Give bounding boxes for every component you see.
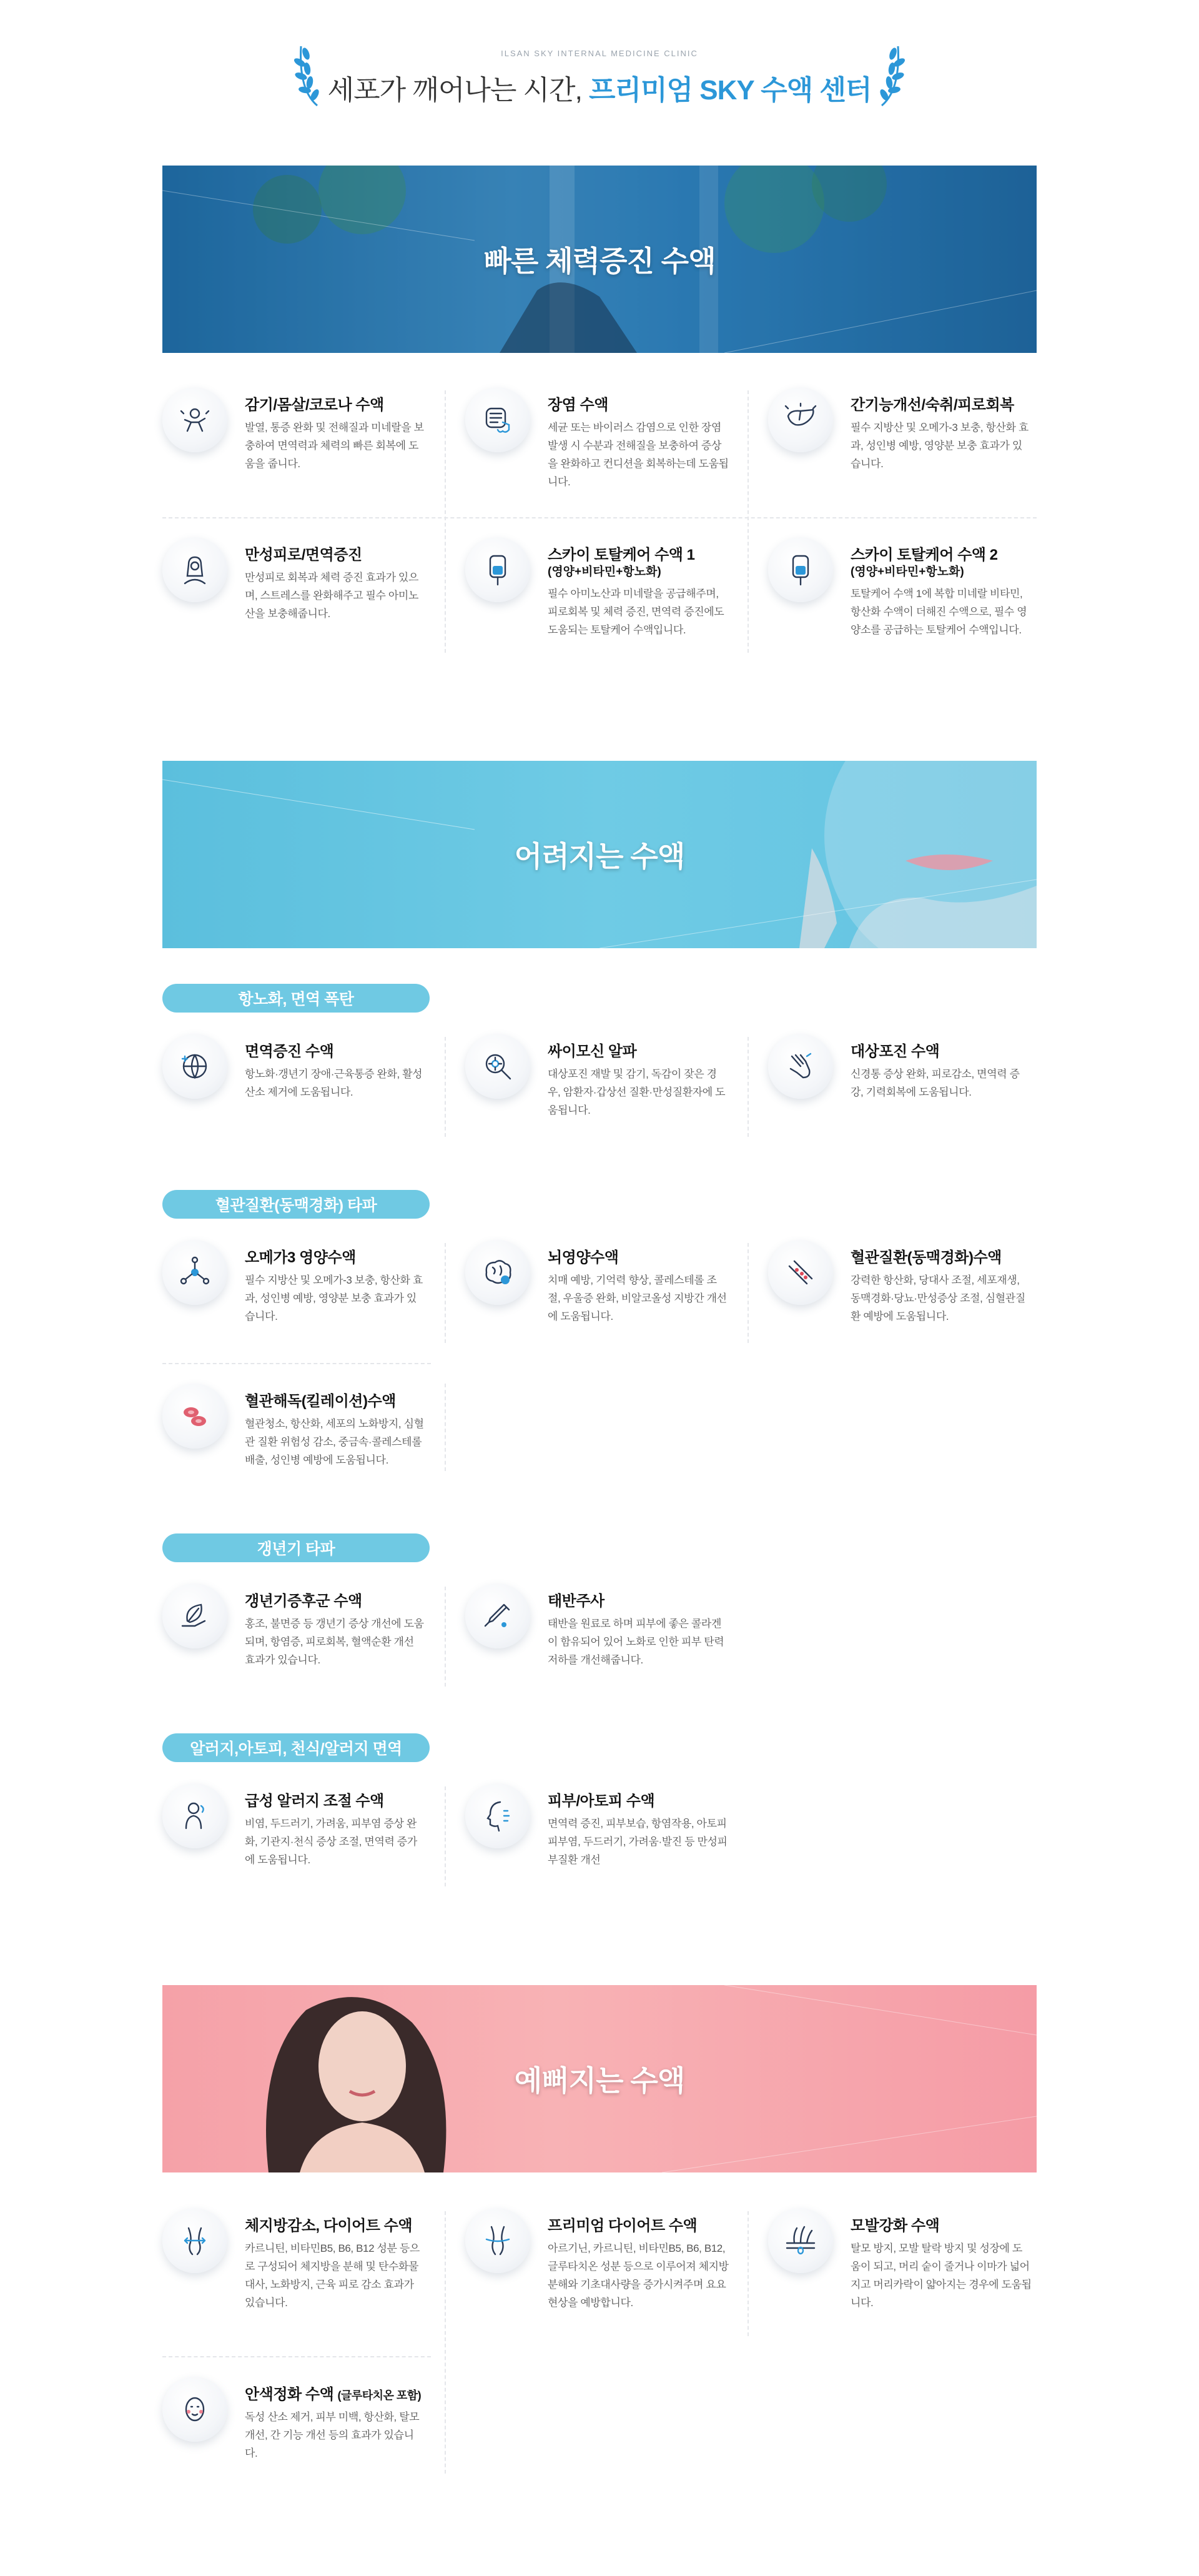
- brain-icon: [465, 1240, 530, 1305]
- divider: [748, 2211, 749, 2336]
- divider: [445, 1587, 446, 1687]
- item-title: 태반주사: [548, 1593, 604, 1610]
- item-description: 세균 또는 바이러스 감염으로 인한 장염 발생 시 수분과 전해질을 보충하여 증상을 완화하고 컨디션을 회복하는데 도움됩니다.: [548, 422, 729, 488]
- item-title: 오메가3 영양수액: [245, 1249, 356, 1266]
- item-description: 독성 산소 제거, 피부 미백, 항산화, 탈모 개선, 간 기능 개선 등의 효과가 있습니다.: [245, 2411, 420, 2459]
- item-description: 강력한 항산화, 당대사 조절, 세포재생, 동맥경화·당뇨·만성증상 조절, 심혈관질환 예방에 도움됩니다.: [851, 1274, 1025, 1322]
- item-title: 뇌영양수액: [548, 1249, 619, 1266]
- item-title: 모발강화 수액: [851, 2217, 940, 2234]
- banner-fast-recovery: [162, 166, 1037, 353]
- category-pill: 혈관질환(동맥경화) 타파: [162, 1190, 430, 1219]
- divider: [445, 1786, 446, 1886]
- item-title: [245, 2382, 432, 2404]
- banner-younger: [162, 761, 1037, 948]
- item-description: 탈모 방지, 모발 탈락 방지 및 성장에 도움이 되고, 머리 숱이 줄거나 이마가 넓어지고 머리카락이 얇아지는 경우에 도움됩니다.: [851, 2242, 1032, 2309]
- face-profile-icon: [465, 1783, 530, 1848]
- item-description: 면역력 증진, 피부보습, 항염작용, 아토피 피부염, 두드러기, 가려움·발진 등 만성피부질환 개선: [548, 1818, 728, 1866]
- divider: [162, 2356, 431, 2357]
- category-pill: 항노화, 면역 폭탄: [162, 984, 430, 1013]
- divider: [445, 1243, 446, 1343]
- banner-prettier: [162, 1985, 1037, 2172]
- item-title: 대상포진 수액: [851, 1043, 940, 1060]
- iv-bag-icon: [768, 537, 833, 602]
- body-measure-icon: [465, 2208, 530, 2273]
- header-subtitle: ILSAN SKY INTERNAL MEDICINE CLINIC: [501, 49, 698, 58]
- item-description: 항노화·갱년기 장애·근육통증 완화, 활성산소 제거에 도움됩니다.: [245, 1068, 423, 1098]
- banner-title: 예뻐지는 수액: [514, 2064, 685, 2097]
- molecule-icon: [162, 1240, 227, 1305]
- item-title: 혈관해독(킬레이션)수액: [245, 1393, 396, 1410]
- item-description: 홍조, 불면증 등 갱년기 증상 개선에 도움되며, 항염증, 피로회복, 혈액순환 개선 효과가 있습니다.: [245, 1618, 424, 1666]
- item-title: 싸이모신 알파: [548, 1043, 637, 1060]
- item-description: 신경통 증상 완화, 피로감소, 면역력 증강, 기력회복에 도움됩니다.: [851, 1068, 1020, 1098]
- item-title: 피부/아토피 수액: [548, 1793, 655, 1810]
- item-description: 만성피로 회복과 체력 증진 효과가 있으며, 스트레스를 완화해주고 필수 아미노산을 보충해줍니다.: [245, 572, 418, 620]
- intestine-shield-icon: [465, 387, 530, 452]
- item-title-suffix: (글루타치온 포함): [337, 2389, 422, 2402]
- divider: [748, 1037, 749, 1137]
- item-description: 혈관청소, 항산화, 세포의 노화방지, 심혈관 질환 위험성 감소, 중금속·콜레스테롤 배출, 성인병 예방에 도움됩니다.: [245, 1418, 424, 1466]
- laurel-right-icon: [873, 40, 907, 109]
- item-description: 카르니틴, 비타민B5, B6, B12 성분 등으로 구성되어 체지방을 분해 및 탄수화물 대사, 노화방지, 근육 피로 감소 효과가 있습니다.: [245, 2242, 420, 2309]
- item-description: 필수 지방산 및 오메가-3 보충, 항산화 효과, 성인병 예방, 영양분 보충 효과가 있습니다.: [245, 1274, 423, 1322]
- item-description: 필수 지방산 및 오메가-3 보충, 항산화 효과, 성인병 예방, 영양분 보충 효과가 있습니다.: [851, 422, 1029, 470]
- divider: [162, 1363, 431, 1364]
- divider: [445, 1037, 446, 1137]
- item-title: 급성 알러지 조절 수액: [245, 1793, 384, 1810]
- syringe-icon: [465, 1583, 530, 1648]
- item-title: 감기/몸살/코로나 수액: [245, 397, 384, 414]
- tired-person-icon: [162, 537, 227, 602]
- item-title: 면역증진 수액: [245, 1043, 334, 1060]
- blood-cells-icon: [162, 1384, 227, 1449]
- title-plain: 세포가 깨어나는 시간,: [327, 75, 582, 106]
- banner-title: 빠른 체력증진 수액: [483, 245, 716, 277]
- item-description: 필수 아미노산과 미네랄을 공급해주며, 피로회복 및 체력 증진, 면역력 증진에도 도움되는 토탈케어 수액입니다.: [548, 588, 724, 636]
- iv-bag-icon: [465, 537, 530, 602]
- item-description: 비염, 두드러기, 가려움, 피부염 증상 완화, 기관지·천식 증상 조절, 면역력 증가에 도움됩니다.: [245, 1818, 417, 1866]
- item-description: 태반을 원료로 하며 피부에 좋은 콜라겐이 함유되어 있어 노화로 인한 피부 탄력 저하를 개선해줍니다.: [548, 1618, 724, 1666]
- allergy-person-icon: [162, 1783, 227, 1848]
- item-description: 토탈케어 수액 1에 복합 미네랄 비타민, 항산화 수액이 더해진 수액으로, 필수 영양소를 공급하는 토탈케어 수액입니다.: [851, 588, 1027, 636]
- item-subtitle: (영양+비타민+항노화): [851, 565, 964, 578]
- virus-magnifier-icon: [465, 1034, 530, 1099]
- item-title: 프리미엄 다이어트 수액: [548, 2217, 698, 2234]
- item-title: 만성피로/면역증진: [245, 547, 362, 563]
- divider: [445, 1384, 446, 1471]
- category-pill: 갱년기 타파: [162, 1533, 430, 1562]
- item-subtitle: (영양+비타민+항노화): [548, 565, 661, 578]
- body-waist-icon: [162, 2208, 227, 2273]
- hand-icon: [768, 1034, 833, 1099]
- item-title: 간기능개선/숙취/피로회복: [851, 397, 1014, 414]
- divider: [748, 1243, 749, 1343]
- sick-person-icon: [162, 387, 227, 452]
- item-title: 갱년기증후군 수액: [245, 1593, 362, 1610]
- item-description: 치매 예방, 기억력 향상, 콜레스테롤 조절, 우울증 완화, 비알코올성 지방간 개선에 도움됩니다.: [548, 1274, 727, 1322]
- item-title: 스카이 토탈케어 수액 2: [851, 547, 998, 563]
- item-description: 아르기닌, 카르니틴, 비타민B5, B6, B12, 글루타치온 성분 등으로 이루어져 체지방 분해와 기초대사량을 증가시켜주며 요요현상을 예방합니다.: [548, 2242, 729, 2309]
- page-title: [0, 67, 1199, 107]
- divider: [445, 2211, 446, 2474]
- title-highlight: 프리미엄 SKY 수액 센터: [589, 75, 872, 106]
- item-description: 발열, 통증 완화 및 전해질과 미네랄을 보충하여 면역력과 체력의 빠른 회복에 도움을 줍니다.: [245, 422, 424, 470]
- divider: [162, 517, 1037, 518]
- divider: [748, 390, 749, 653]
- item-title: 혈관질환(동맥경화)수액: [851, 1249, 1002, 1266]
- liver-icon: [768, 387, 833, 452]
- item-title-main: 안색정화 수액: [245, 2386, 334, 2403]
- category-pill: 알러지,아토피, 천식/알러지 면역: [162, 1733, 430, 1762]
- item-description: 대상포진 재발 및 감기, 독감이 잦은 경우, 암환자·갑상선 질환·만성질환자에 도움됩니다.: [548, 1068, 726, 1116]
- divider: [445, 390, 446, 653]
- hair-follicle-icon: [768, 2208, 833, 2273]
- header: [0, 0, 1199, 125]
- blood-vessel-icon: [768, 1240, 833, 1305]
- item-title: 장염 수액: [548, 397, 608, 414]
- globe-plus-icon: [162, 1034, 227, 1099]
- leaf-hand-icon: [162, 1583, 227, 1648]
- face-glow-icon: [162, 2377, 227, 2442]
- item-title: 스카이 토탈케어 수액 1: [548, 547, 695, 563]
- banner-title: 어려지는 수액: [514, 840, 685, 873]
- item-title: 체지방감소, 다이어트 수액: [245, 2217, 413, 2234]
